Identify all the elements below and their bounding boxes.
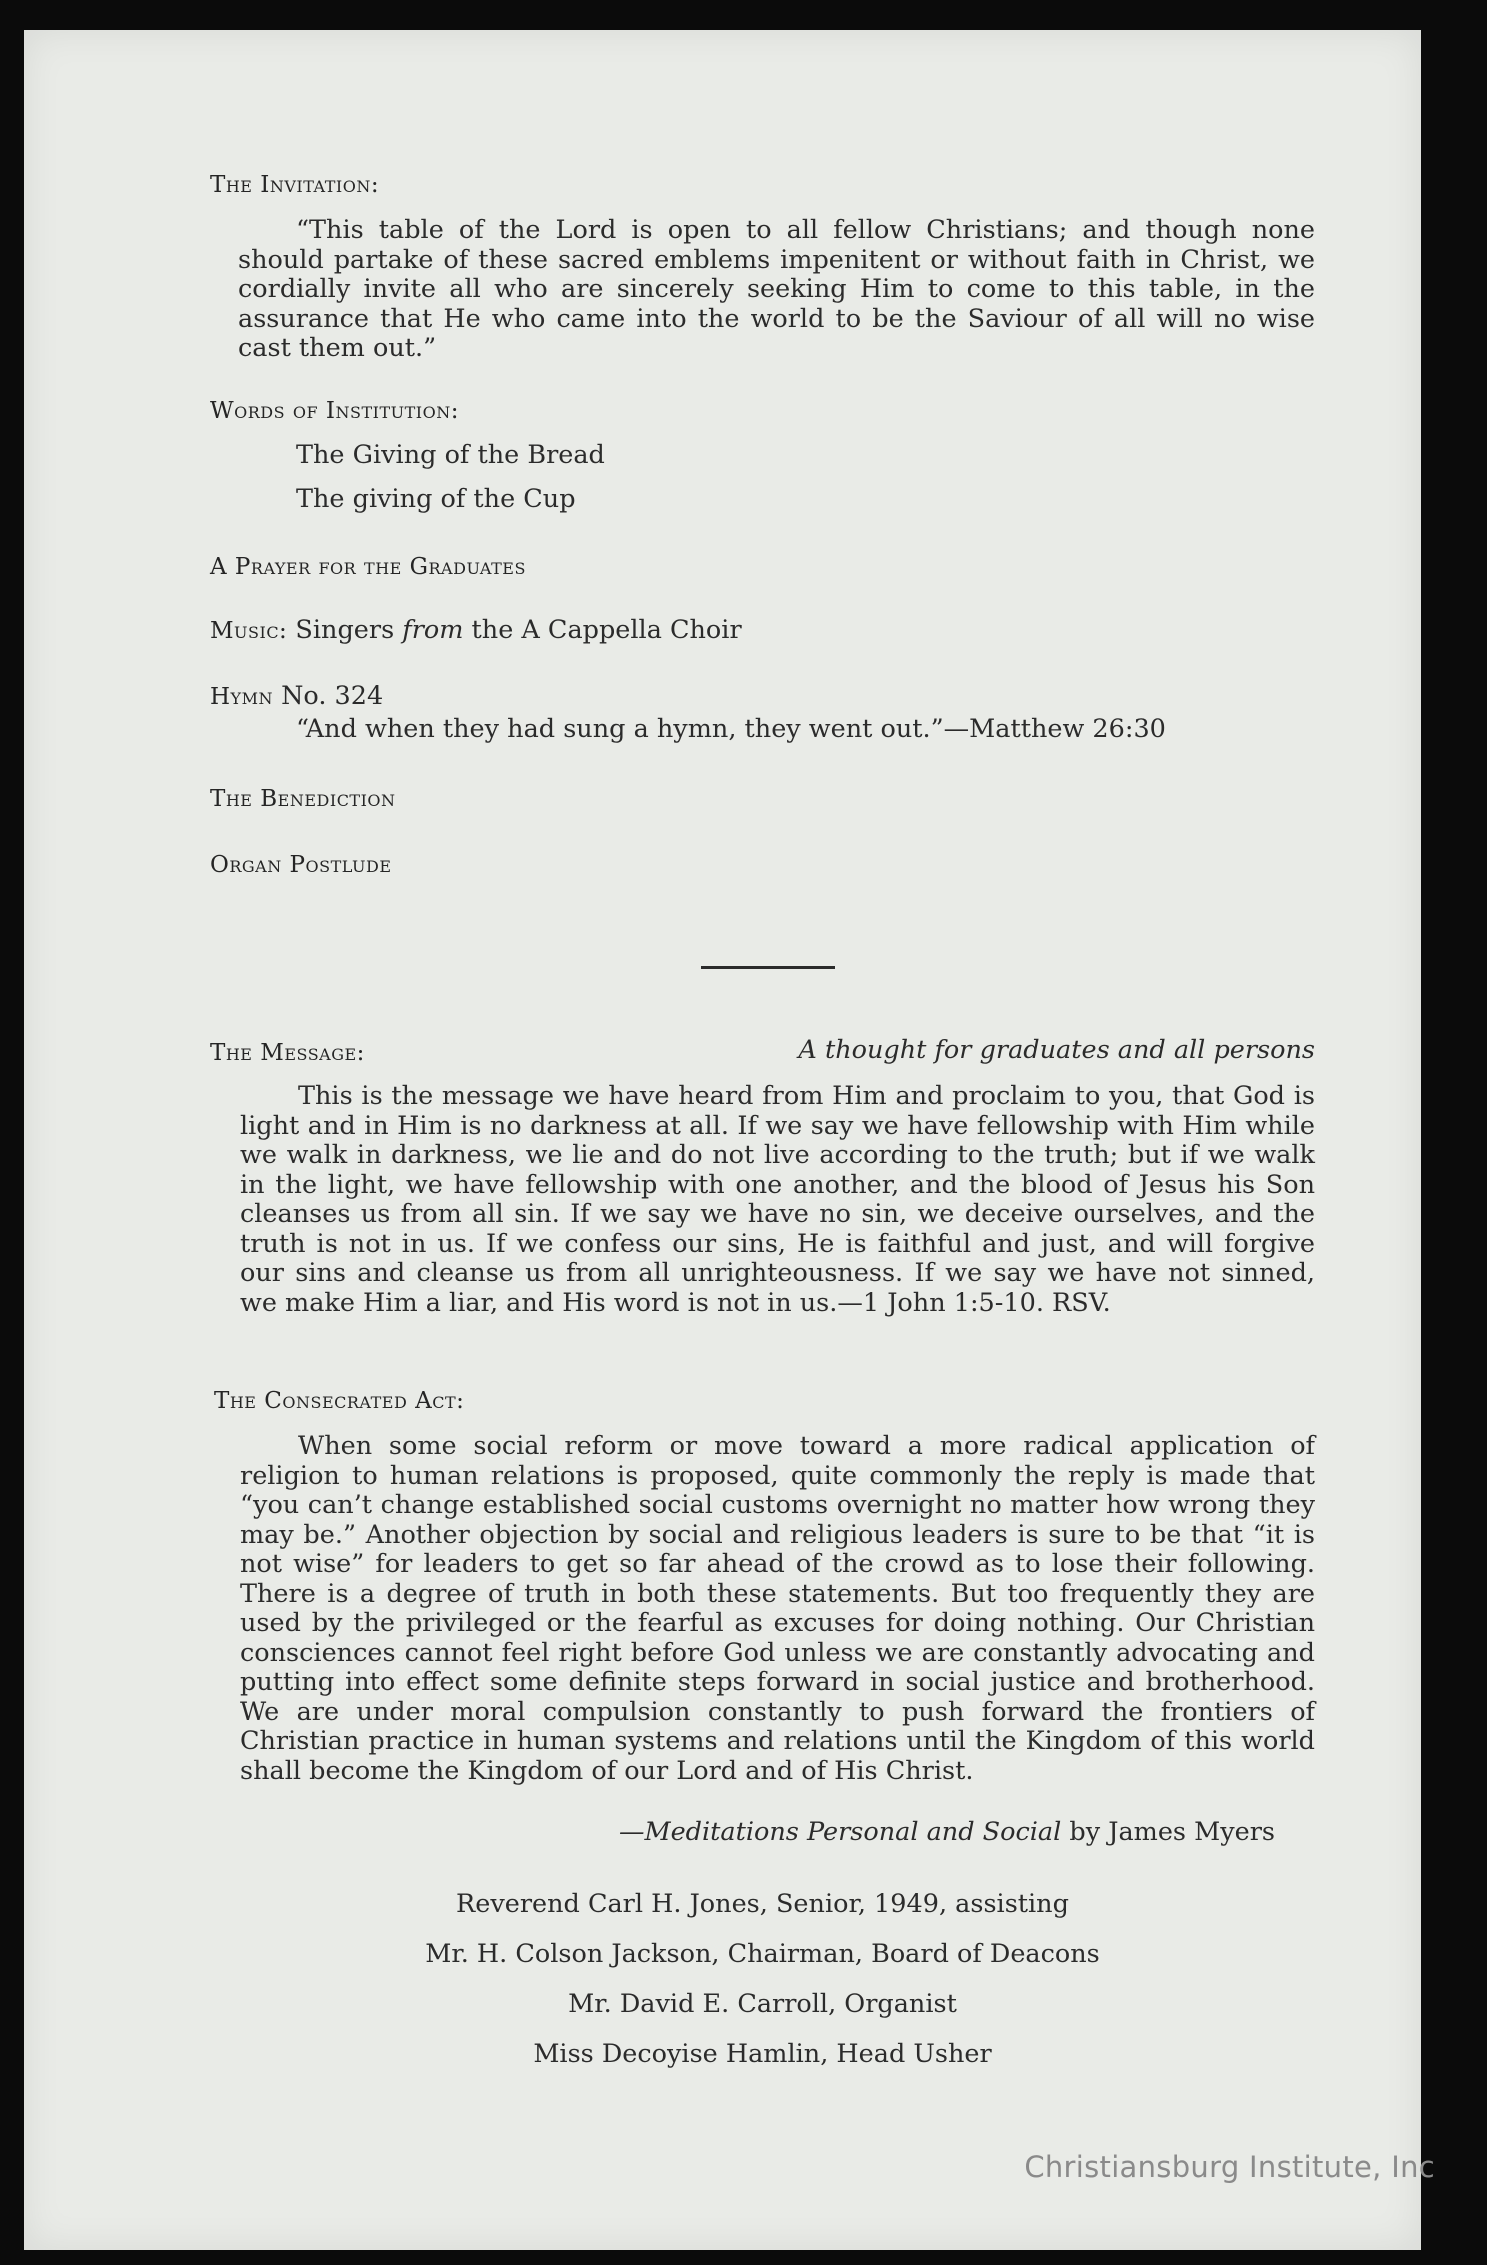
benediction-heading: The Benediction (210, 786, 396, 812)
section-divider (701, 966, 835, 969)
hymn-line (210, 682, 383, 713)
hymn-heading: Hymn (210, 684, 274, 710)
consecrated-heading: The Consecrated Act: (214, 1388, 465, 1414)
attribution-title: —Meditations Personal and Social (618, 1817, 1062, 1847)
program-page (24, 30, 1421, 2250)
credit-usher: Miss Decoyise Hamlin, Head Usher (533, 2039, 992, 2069)
institution-item-bread: The Giving of the Bread (296, 440, 605, 470)
credit-deacons: Mr. H. Colson Jackson, Chairman, Board of Deacons (425, 1939, 1100, 1969)
message-heading: The Message: (210, 1040, 365, 1066)
postlude-heading: Organ Postlude (210, 852, 392, 878)
invitation-text: “This table of the Lord is open to all fellow Christians; and though none should partake of these sacred emblems impenitent or without faith in Christ, we cordially invite all who are sincerely seeking Him to come to this table, in the assurance that He who came into the world to be the Saviour of all will no wise cast them out.” (238, 215, 1315, 363)
institution-item-cup: The giving of the Cup (296, 484, 576, 514)
music-line (210, 616, 742, 647)
music-heading: Music: (210, 618, 288, 644)
consecrated-text: When some social reform or move toward a more radical application of religion to human relations is proposed, quite commonly the reply is made that “you can’t change established social customs overnight no matter how wrong they may be.” Another objection by social and religious leaders is sure to be that “it is not wise” for leaders to get so far ahead of the crowd as to lose their following. There is a degree of truth in both these statements. But too frequently they are used by the privileged or the fearful as excuses for doing nothing. Our Christian consciences cannot feel right before God unless we are constantly advocating and putting into effect some definite steps forward in social justice and brotherhood. We are under moral compulsion constantly to push forward the frontiers of Christian practice in human systems and relations until the Kingdom of this world shall become the Kingdom of our Lord and of His Christ. (240, 1431, 1315, 1786)
message-subtitle: A thought for graduates and all persons (798, 1035, 1315, 1065)
hymn-number: No. 324 (273, 681, 384, 711)
music-text-before: Singers (287, 615, 403, 645)
message-text: This is the message we have heard from Him and proclaim to you, that God is light and in Him is no darkness at all. If we say we have fellowship with Him while we walk in darkness, we lie and do not live according to the truth; but if we walk in the light, we have fellowship with one another, and the blood of Jesus his Son cleanses us from all sin. If we say we have no sin, we deceive ourselves, and the truth is not in us. If we confess our sins, He is faithful and just, and will forgive our sins and cleanse us from all unrighteousness. If we say we have not sinned, we make Him a liar, and His word is not in us.—1 John 1:5-10. RSV. (240, 1081, 1315, 1318)
hymn-quote: “And when they had sung a hymn, they went out.”—Matthew 26:30 (296, 714, 1166, 744)
credit-organist: Mr. David E. Carroll, Organist (568, 1989, 957, 2019)
attribution-author: by James Myers (1061, 1817, 1275, 1847)
consecrated-attribution (619, 1818, 1275, 1848)
prayer-heading: A Prayer for the Graduates (210, 554, 526, 580)
credit-assisting: Reverend Carl H. Jones, Senior, 1949, assisting (456, 1889, 1069, 1919)
institution-heading: Words of Institution: (210, 398, 459, 424)
music-text-italic: from (402, 615, 464, 645)
invitation-heading: The Invitation: (210, 172, 380, 198)
watermark-text: Christiansburg Institute, Inc (1024, 2150, 1435, 2184)
music-text-after: the A Cappella Choir (463, 615, 742, 645)
